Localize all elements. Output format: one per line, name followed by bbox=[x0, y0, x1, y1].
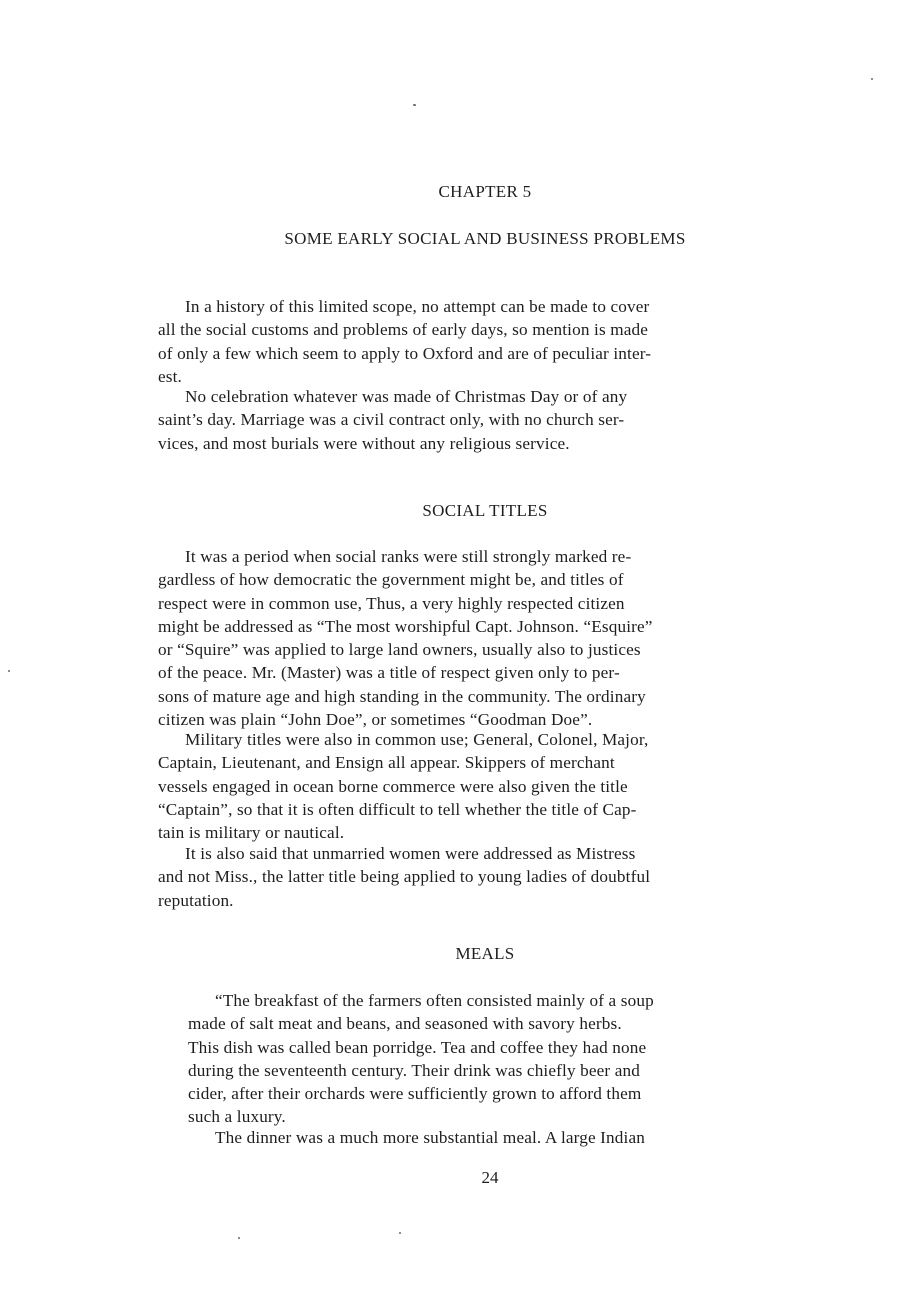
text-line: cider, after their orchards were sufficiently grown to afford them bbox=[188, 1084, 642, 1104]
text-line: This dish was called bean porridge. Tea and coffee they had none bbox=[188, 1037, 647, 1057]
text-line: “Captain”, so that it is often difficult to tell whether the title of Cap- bbox=[158, 799, 637, 819]
text-line: It was a period when social ranks were still strongly marked re- bbox=[185, 547, 632, 566]
intro-paragraph-1 bbox=[158, 295, 810, 388]
social-titles-paragraph-2 bbox=[158, 728, 818, 844]
text-line: of the peace. Mr. (Master) was a title of respect given only to per- bbox=[158, 663, 620, 683]
text-line: of only a few which seem to apply to Oxford and are of peculiar inter- bbox=[158, 343, 652, 363]
text-line: or “Squire” was applied to large land owners, usually also to justices bbox=[158, 640, 641, 660]
text-line: vices, and most burials were without any religious service. bbox=[158, 433, 570, 453]
text-line: Captain, Lieutenant, and Ensign all appear. Skippers of merchant bbox=[158, 753, 615, 773]
text-line: saint’s day. Marriage was a civil contract only, with no church ser- bbox=[158, 410, 625, 430]
text-line: citizen was plain “John Doe”, or sometimes “Goodman Doe”. bbox=[158, 710, 593, 730]
text-line: The dinner was a much more substantial meal. A large Indian bbox=[215, 1128, 645, 1147]
text-line: gardless of how democratic the government might be, and titles of bbox=[158, 570, 624, 590]
text-line: made of salt meat and beans, and seasoned with savory herbs. bbox=[188, 1014, 622, 1034]
text-line: “The breakfast of the farmers often consisted mainly of a soup bbox=[215, 991, 654, 1010]
scan-speck bbox=[871, 78, 873, 80]
intro-paragraph-2 bbox=[158, 385, 810, 455]
section-heading-meals: MEALS bbox=[455, 944, 515, 963]
text-line: tain is military or nautical. bbox=[158, 823, 345, 843]
page-number: 24 bbox=[481, 1168, 499, 1187]
scan-speck bbox=[413, 104, 416, 106]
meals-quote-paragraph-2 bbox=[188, 1126, 816, 1149]
text-line: In a history of this limited scope, no attempt can be made to cover bbox=[185, 297, 650, 316]
meals-quote-paragraph-1 bbox=[188, 989, 816, 1129]
text-line: vessels engaged in ocean borne commerce were also given the title bbox=[158, 776, 628, 796]
text-line: and not Miss., the latter title being applied to young ladies of doubtful bbox=[158, 867, 651, 887]
text-line: est. bbox=[158, 366, 182, 386]
chapter-title: SOME EARLY SOCIAL AND BUSINESS PROBLEMS bbox=[284, 229, 686, 248]
chapter-number: CHAPTER 5 bbox=[438, 182, 532, 201]
text-line: respect were in common use, Thus, a very highly respected citizen bbox=[158, 593, 625, 613]
text-line: sons of mature age and high standing in the community. The ordinary bbox=[158, 686, 646, 706]
text-line: such a luxury. bbox=[188, 1107, 286, 1127]
scan-speck bbox=[399, 1232, 401, 1234]
scan-speck bbox=[8, 670, 10, 672]
text-line: Military titles were also in common use; General, Colonel, Major, bbox=[185, 730, 649, 749]
text-line: might be addressed as “The most worshipful Capt. Johnson. “Esquire” bbox=[158, 616, 653, 636]
social-titles-paragraph-3 bbox=[158, 842, 818, 912]
scan-speck bbox=[238, 1237, 240, 1239]
section-heading-social-titles: SOCIAL TITLES bbox=[422, 501, 548, 520]
social-titles-paragraph-1 bbox=[158, 545, 818, 731]
text-line: all the social customs and problems of early days, so mention is made bbox=[158, 320, 649, 340]
text-line: No celebration whatever was made of Christmas Day or of any bbox=[185, 387, 628, 406]
text-line: It is also said that unmarried women were addressed as Mistress bbox=[185, 844, 636, 863]
text-line: reputation. bbox=[158, 890, 234, 910]
text-line: during the seventeenth century. Their drink was chiefly beer and bbox=[188, 1060, 641, 1080]
